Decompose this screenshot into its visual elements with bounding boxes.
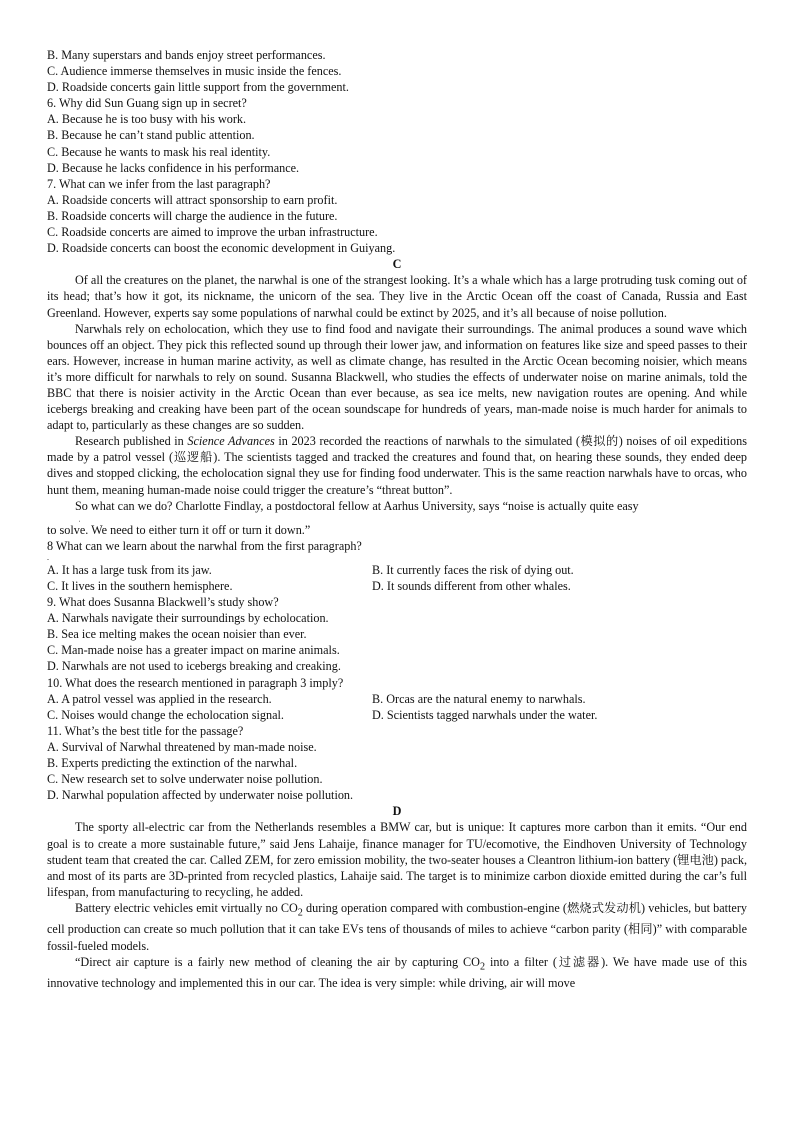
options-row <box>47 578 747 594</box>
question-line: D. Roadside concerts gain little support from the government. <box>47 80 349 95</box>
option: A. It has a large tusk from its jaw. <box>47 562 212 577</box>
question-line: A. Because he is too busy with his work. <box>47 112 247 127</box>
paragraph-continuation: to solve. We need to either turn it off or turn it down.” <box>47 522 311 537</box>
options-row <box>47 691 747 707</box>
passage-paragraph: Narwhals rely on echolocation, which they use to find food and navigate their surroundings. The animal produces a sound wave which bounces off an object. They pick this reflected sound up through their lower jaw, and information on features like size and speed passes to their ears. However, increase in human marine activity, as well as climate change, has resulted in the Arctic Ocean becoming noisier, which means it’s more difficult for narwhals to rely on sound. Susanna Blackwell, who studies the effects of underwater noise on marine animals, told the BBC that there is noisier activity in the Arctic Ocean than ever because, as sea ice melts, new navigation routes are opening. And while icebergs breaking and creaking have been part of the ocean soundscape for hundreds of years, man-made noise is much harder for animals to adapt to, particularly as these changes are so sudden. <box>47 321 747 433</box>
stray-mark: ˌ <box>78 512 81 522</box>
paragraph-text: Research published in <box>75 434 188 449</box>
options-row <box>47 707 747 723</box>
option: D. It sounds different from other whales. <box>372 579 571 593</box>
option: C. New research set to solve underwater noise pollution. <box>47 772 323 787</box>
paragraph-text: “Direct air capture is a fairly new method of cleaning the air by capturing CO <box>75 954 480 969</box>
paragraph-text: in 2023 recorded the reactions of narwhals to the simulated (模拟的) noises of oil expeditions made by a patrol vessel (巡逻船). The scientists tagged and tracked the creatures and found that, on hearing these sounds, they ended deep dives and stopped clicking, the echolocation signal they use for finding food underwater. This is the same reaction narwhals have to orcas, who hunt them, meaning human-made noise could trigger the creature’s “threat button”. <box>47 434 747 497</box>
question-line: D. Roadside concerts can boost the economic development in Guiyang. <box>47 241 396 256</box>
question-line: D. Because he lacks confidence in his performance. <box>47 160 300 175</box>
subscript: 2 <box>297 907 303 919</box>
option: D. Narwhal population affected by underwater noise pollution. <box>47 788 354 803</box>
option: A. Survival of Narwhal threatened by man-made noise. <box>47 739 317 754</box>
option: A. Narwhals navigate their surroundings by echolocation. <box>47 611 329 626</box>
subscript: 2 <box>479 961 486 973</box>
option: B. Experts predicting the extinction of the narwhal. <box>47 756 298 771</box>
passage-paragraph <box>47 433 747 497</box>
option: D. Scientists tagged narwhals under the water. <box>372 707 598 722</box>
question-line: C. Because he wants to mask his real identity. <box>47 144 271 159</box>
question-line: B. Because he can’t stand public attention. <box>47 128 255 143</box>
section-heading: D <box>392 804 402 819</box>
passage-paragraph: So what can we do? Charlotte Findlay, a postdoctoral fellow at Aarhus University, says “noise is actually quite easy <box>75 498 639 513</box>
option: C. Man-made noise has a greater impact on marine animals. <box>47 643 340 658</box>
stray-mark: . <box>47 552 49 562</box>
section-c <box>47 256 747 803</box>
part-b-questions-tail <box>47 47 747 256</box>
exam-page <box>47 47 747 991</box>
question-line: B. Many superstars and bands enjoy street performances. <box>47 48 326 62</box>
passage-paragraph: Of all the creatures on the planet, the narwhal is one of the strangest looking. It’s a whale which has a large protruding tusk coming out of its head; that’s how it got, its nickname, the unicorn of the sea. They live in the Arctic Ocean off the coast of Canada, Russia and East Greenland. However, experts say some populations of narwhal could be extinct by 2025, and it’s all because of noise pollution. <box>47 273 747 320</box>
passage-paragraph <box>47 954 747 992</box>
passage-paragraph <box>47 900 747 954</box>
question-10: 10. What does the research mentioned in paragraph 3 imply? <box>47 675 344 690</box>
options-row <box>47 562 747 578</box>
question-8: 8 What can we learn about the narwhal from the first paragraph? <box>47 538 362 553</box>
option: B. Orcas are the natural enemy to narwhals. <box>372 691 586 706</box>
option: D. Narwhals are not used to icebergs breaking and creaking. <box>47 659 341 674</box>
question-line: 6. Why did Sun Guang sign up in secret? <box>47 96 247 111</box>
journal-name: Science Advances <box>187 434 275 449</box>
question-line: B. Roadside concerts will charge the audience in the future. <box>47 208 338 223</box>
question-line: A. Roadside concerts will attract sponsorship to earn profit. <box>47 192 338 207</box>
question-11: 11. What’s the best title for the passage? <box>47 723 244 738</box>
option: B. It currently faces the risk of dying out. <box>372 562 574 577</box>
paragraph-text: into a filter (过滤器). We have made use of this innovative technology and implemented this in our car. The idea is very simple: while driving, air will move <box>47 954 748 991</box>
question-line: C. Audience immerse themselves in music inside the fences. <box>47 64 342 79</box>
question-9: 9. What does Susanna Blackwell’s study show? <box>47 595 279 610</box>
option: C. Noises would change the echolocation signal. <box>47 707 284 722</box>
option: C. It lives in the southern hemisphere. <box>47 579 233 593</box>
option: A. A patrol vessel was applied in the research. <box>47 691 272 706</box>
section-d <box>47 803 747 991</box>
question-line: C. Roadside concerts are aimed to improve the urban infrastructure. <box>47 225 378 240</box>
passage-paragraph: The sporty all-electric car from the Netherlands resembles a BMW car, but is unique: It captures more carbon than it emits. “Our end goal is to create a more sustainable future,” said Jens Lahaije, finance manager for TU/ecomotive, the Eindhoven University of Technology student team that created the car. Called ZEM, for zero emission mobility, the two-seater houses a Cleantron lithium-ion battery (锂电池) pack, and most of its parts are 3D-printed from recycled plastics, Lahaije said. The target is to minimize carbon dioxide emitted during the car’s full lifespan, from manufacturing to recycling, he added. <box>47 820 747 899</box>
question-line: 7. What can we infer from the last paragraph? <box>47 176 271 191</box>
paragraph-text: Battery electric vehicles emit virtually no CO <box>75 900 298 915</box>
section-heading: C <box>392 257 402 272</box>
option: B. Sea ice melting makes the ocean noisier than ever. <box>47 627 307 642</box>
paragraph-text: during operation compared with combustion-engine (燃烧式发动机) vehicles, but battery cell production can create so much pollution that it can take EVs tens of thousands of miles to achieve “carbon parity (相同)” with comparable fossil-fueled models. <box>47 900 747 953</box>
